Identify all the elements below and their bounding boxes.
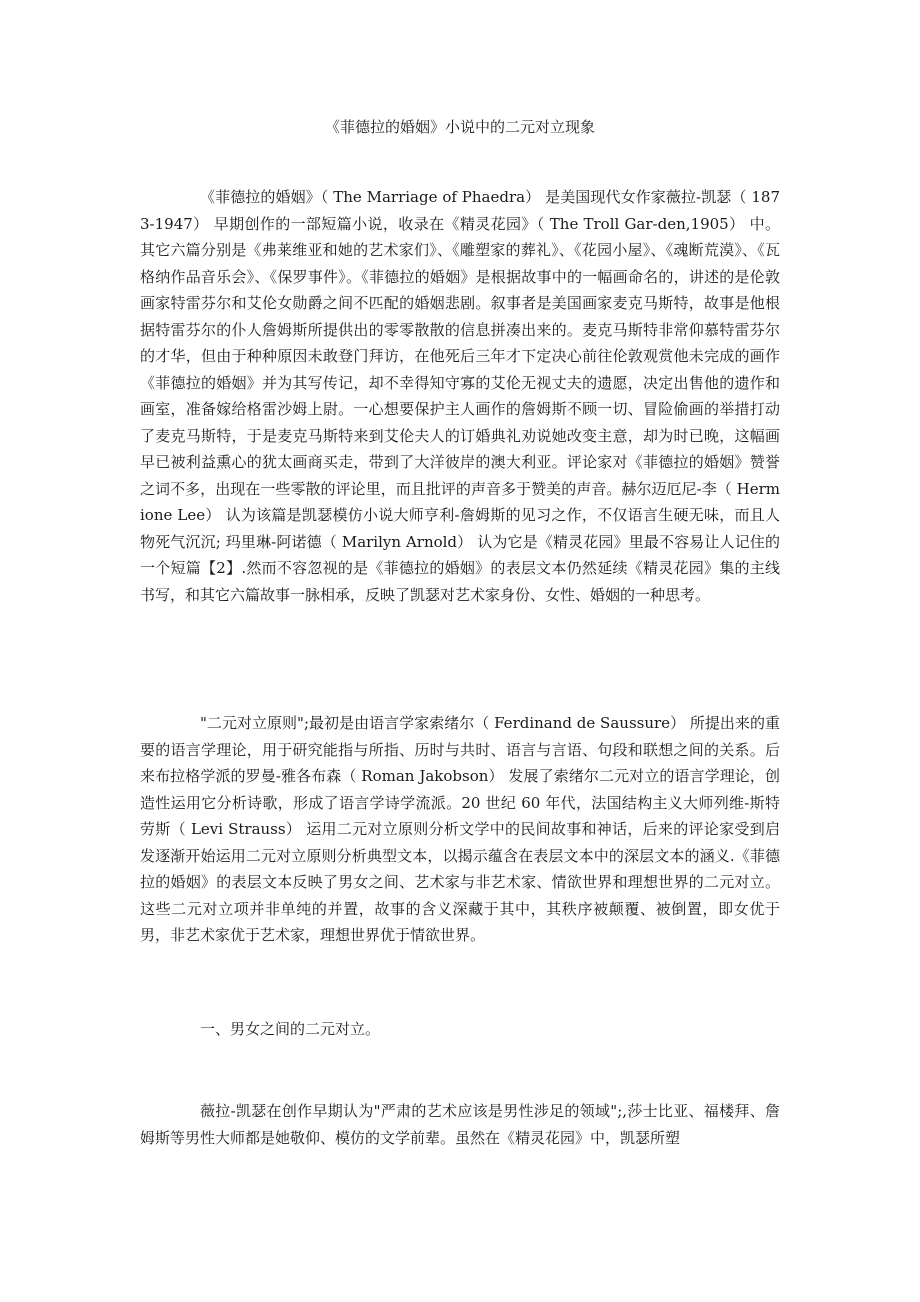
document-title: 《菲德拉的婚姻》小说中的二元对立现象 bbox=[324, 118, 595, 136]
paragraph-introduction: 《菲德拉的婚姻》（ The Marriage of Phaedra） 是美国现代女作家薇拉-凯瑟（ 1873-1947） 早期创作的一部短篇小说，收录在《精灵花园》（ The Troll Gar-den,1905） 中。其它六篇分别是《弗莱维亚和她的艺术家们》、《雕塑家的葬礼》、《花园小屋》、《魂断荒漠》、《瓦格纳作品音乐会》、《保罗事件》。《菲德拉的婚姻》是根据故事中的一幅画命名的，讲述的是伦敦画家特雷芬尔和艾伦女勋爵之间不匹配的婚姻悲剧。叙事者是美国画家麦克马斯特，故事是他根据特雷芬尔的仆人詹姆斯所提供出的零零散散的信息拼凑出来的。麦克马斯特非常仰慕特雷芬尔的才华，但由于种种原因未敢登门拜访，在他死后三年才下定决心前往伦敦观赏他未完成的画作《菲德拉的婚姻》并为其写传记，却不幸得知守寡的艾伦无视丈夫的遗愿，决定出售他的遗作和画室，准备嫁给格雷沙姆上尉。一心想要保护主人画作的詹姆斯不顾一切、冒险偷画的举措打动了麦克马斯特，于是麦克马斯特来到艾伦夫人的订婚典礼劝说她改变主意，却为时已晚，这幅画早已被利益熏心的犹太画商买走，带到了大洋彼岸的澳大利亚。评论家对《菲德拉的婚姻》赞誉之词不多，出现在一些零散的评论里，而且批评的声音多于赞美的声音。赫尔迈厄尼-李（ Hermione Lee） 认为该篇是凯瑟模仿小说大师亨利-詹姆斯的见习之作，不仅语言生硬无味，而且人物死气沉沉; 玛里琳-阿诺德（ Marilyn Arnold） 认为它是《精灵花园》里最不容易让人记住的一个短篇【2】.然而不容忽视的是《菲德拉的婚姻》的表层文本仍然延续《精灵花园》集的主线书写，和其它六篇故事一脉相承，反映了凯瑟对艺术家身份、女性、婚姻的一种思考。 bbox=[140, 188, 780, 604]
paragraph-binary-opposition-principle: "二元对立原则";最初是由语言学家索绪尔（ Ferdinand de Saussure） 所提出来的重要的语言学理论，用于研究能指与所指、历时与共时、语言与言语、句段和联想之间的关系。后来布拉格学派的罗曼-雅各布森（ Roman Jakobson） 发展了索绪尔二元对立的语言学理论，创造性运用它分析诗歌，形成了语言学诗学流派。20 世纪 60 年代，法国结构主义大师列维-斯特劳斯（ Levi Strauss） 运用二元对立原则分析文学中的民间故事和神话，后来的评论家受到启发逐渐开始运用二元对立原则分析典型文本，以揭示蕴含在表层文本中的深层文本的涵义.《菲德拉的婚姻》的表层文本反映了男女之间、艺术家与非艺术家、情欲世界和理想世界的二元对立。这些二元对立项并非单纯的并置，故事的含义深藏于其中，其秩序被颠覆、被倒置，即女优于男，非艺术家优于艺术家，理想世界优于情欲世界。 bbox=[140, 714, 780, 944]
paragraph-section-one: 薇拉-凯瑟在创作早期认为"严肃的艺术应该是男性涉足的领域";,莎士比亚、福楼拜、詹姆斯等男性大师都是她敬仰、模仿的文学前辈。虽然在《精灵花园》中，凯瑟所塑 bbox=[140, 1102, 780, 1147]
section-heading: 一、男女之间的二元对立。 bbox=[200, 1020, 381, 1038]
